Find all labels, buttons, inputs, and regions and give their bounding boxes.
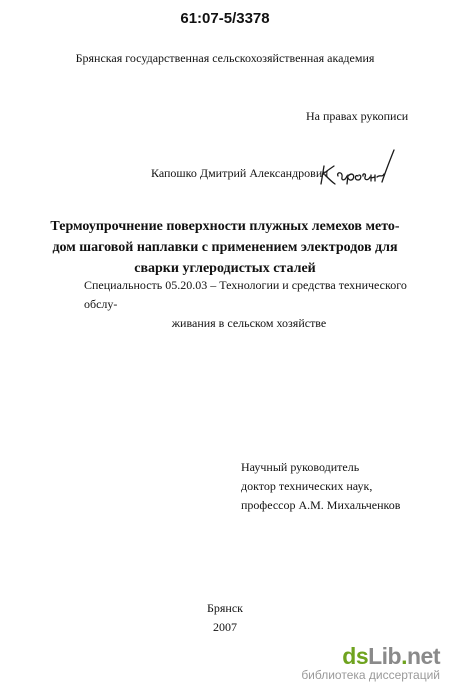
- supervisor-role: Научный руководитель: [241, 460, 360, 474]
- title-line-1: Термоупрочнение поверхности плужных лемехов мето-: [50, 219, 400, 234]
- institution-name: Брянская государственная сельскохозяйственная академия: [75, 51, 375, 65]
- specialty: [84, 276, 434, 333]
- city: Брянск: [207, 601, 243, 615]
- watermark-logo-dot: .: [401, 643, 407, 669]
- supervisor-degree: доктор технических наук,: [241, 479, 373, 493]
- specialty-line-1: Специальность 05.20.03 – Технологии и средства технического обслу-: [84, 278, 407, 311]
- title-line-3: сварки углеродистых сталей: [134, 261, 316, 276]
- author-name: Капошко Дмитрий Александрович: [151, 166, 329, 180]
- supervisor-name: профессор А.М. Михальченков: [241, 498, 401, 512]
- watermark-logo-net: net: [407, 643, 440, 669]
- dissertation-title: [30, 216, 420, 279]
- watermark-subtitle: библиотека диссертаций: [301, 668, 440, 682]
- handwritten-signature: [318, 146, 398, 190]
- rights-note: На правах рукописи: [306, 109, 409, 123]
- year: 2007: [213, 620, 237, 634]
- supervisor-block: [241, 458, 400, 515]
- specialty-line-2: живания в сельском хозяйстве: [171, 316, 327, 330]
- title-line-2: дом шаговой наплавки с применением электродов для: [52, 240, 398, 255]
- archive-code: 61:07-5/3378: [180, 10, 270, 27]
- watermark: [301, 644, 440, 682]
- watermark-logo: [301, 644, 440, 668]
- watermark-logo-ds: ds: [342, 643, 369, 669]
- watermark-logo-lib: Lib: [368, 643, 402, 669]
